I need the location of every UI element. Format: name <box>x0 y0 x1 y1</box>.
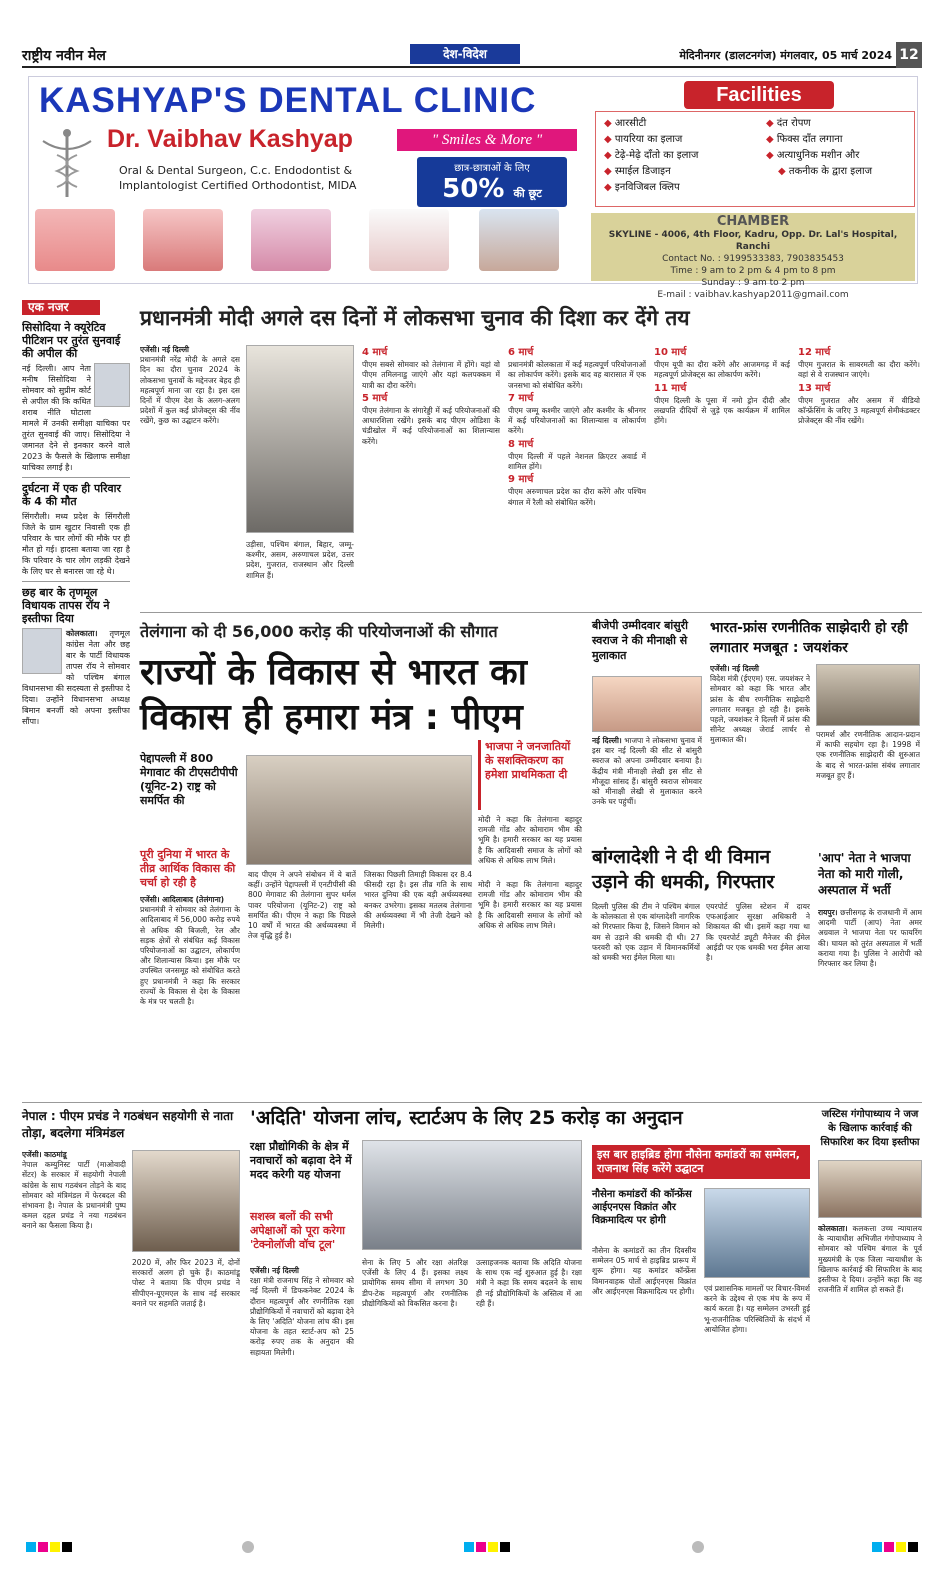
story7-body: नेपाल कम्युनिस्ट पार्टी (माओवादी सेंटर) के सरकार में सहयोगी नेपाली कांग्रेस के साथ गठबंधन तोड़ने के बाद सोमवार को मंत्रिमंडल में फेरबदल की संभावना है। नेपाल के प्रधानमंत्री पुष्प कमल दहल प्रचंड ने नया गठबंधन बनाने का फैसला किया है। <box>22 1160 126 1231</box>
chamber-info <box>591 213 915 300</box>
story4-headline: भारत-फ्रांस रणनीतिक साझेदारी हो रही लगातार मजबूत : जयशंकर <box>710 620 908 656</box>
story7-headline: नेपाल : पीएम प्रचंड ने गठबंधन सहयोगी से नाता तोड़ा, बदलेगा मंत्रिमंडल <box>22 1109 234 1140</box>
story8-col3: उत्साहजनक बताया कि अदिति योजना के साथ एक नई शुरुआत हुई है। रक्षा मंत्री ने कहा कि समय बदलने के साथ ही नई प्रौद्योगिकियों के अस्तित्व में आ रही हैं। <box>476 1258 582 1308</box>
date-text: पीएम दिल्ली में पहले नेशनल क्रिएटर अवार्ड में शामिल होंगे। <box>508 451 646 472</box>
gangopadhyay-photo <box>818 1160 922 1218</box>
doctor-credentials <box>119 163 356 193</box>
prachanda-photo <box>132 1150 240 1252</box>
registration-swatch <box>26 1542 36 1552</box>
story2-col1 <box>140 895 240 1095</box>
registration-swatch <box>884 1542 894 1552</box>
dental-clinic-ad <box>28 76 918 300</box>
dental-photo <box>143 209 223 271</box>
date-text: पीएम अरुणाचल प्रदेश का दौरा करेंगे और पश्चिम बंगाल में रैली को संबोधित करेंगे। <box>508 487 646 507</box>
registration-swatch <box>50 1542 60 1552</box>
story3-dateline: नई दिल्ली। <box>592 736 622 745</box>
sidebar-body: नई दिल्ली। आप नेता मनीष सिसोदिया ने सोमवार को सुप्रीम कोर्ट से अपील की कि कथित शराब नीति घोटाला मामले में उनकी समीक्षा याचिका पर तुरंत सुनवाई की जाए। सिसोदिया ने जमानत देने से इनकार करने वाले 2023 के फैसले के खिलाफ समीक्षा याचिका लगाई है। <box>22 364 130 472</box>
ad-title: KASHYAP'S DENTAL CLINIC <box>39 81 537 120</box>
story2-subhead: पेद्दापल्ली में 800 मेगावाट की टीएसटीपीपी (यूनिट-2) राष्ट्र को समर्पित की <box>140 752 238 807</box>
story8-body: रक्षा मंत्री राजनाथ सिंह ने सोमवार को नई दिल्ली में डिफकनेक्ट 2024 के दौरान महत्वपूर्ण और रणनीतिक रक्षा प्रौद्योगिकियों में नवाचारों को बढ़ावा देने के लिए 'अदिति' योजना लांच की। इस योजना के तहत स्टार्ट-अप को 25 करोड़ रुपए तक के अनुदान की सहायता मिलेगी। <box>250 1276 354 1357</box>
story4-col2: परामर्श और रणनीतिक आदान-प्रदान में काफी सहयोग रहा है। 1998 में एक रणनीतिक साझेदारी की शुरुआत के बाद से भारत-फ्रांस संबंध लगातार मजबूत हुए हैं। <box>816 730 920 780</box>
story2-quote-body-2: मोदी ने कहा कि तेलंगाना बहादुर रामजी गोंड और कोमाराम भीम की भूमि है। हमारी सरकार का यह प्रयास है कि आदिवासी समाज के लोगों को अधिक से अधिक लाभ मिले। <box>478 880 582 930</box>
sisodia-photo <box>94 363 130 407</box>
date-heading: 4 मार्च <box>362 347 388 358</box>
facility-item: ◆ टेढ़े-मेढ़े दाँतो का इलाज <box>604 148 698 164</box>
chamber-contact: Contact No. : 9199533383, 7903835453 <box>662 254 844 264</box>
story2-subhead: पूरी दुनिया में भारत के तीव्र आर्थिक विकास की चर्चा हो रही है <box>140 848 236 889</box>
section-label: देश-विदेश <box>410 44 520 64</box>
story9-col2: एवं प्रशासनिक मामलों पर विचार-विमर्श करने के उद्देश्य से एक मंच के रूप में कार्य करता है। यह सम्मेलन उभरती हुई भू-राजनीतिक परिस्थितियों के संदर्भ में आयोजित होगा। <box>704 1284 810 1334</box>
story5-col2: एयरपोर्ट पुलिस स्टेशन में दायर एफआईआर सुरक्षा अधिकारी ने शिकायत की थी। इसमें कहा गया था कि एयरपोर्ट ड्यूटी मैनेजर की ईमेल आईडी पर एक धमकी भरा ईमेल आया है। <box>706 902 810 963</box>
story8-dateline: एजेंसी। नई दिल्ली <box>250 1266 299 1275</box>
registration-swatch <box>476 1542 486 1552</box>
story8-sub2: सशस्त्र बलों की सभी अपेक्षाओं को पूरा करेगा 'टेक्नोलॉजी वॉच टूल' <box>250 1210 346 1251</box>
registration-swatch <box>464 1542 474 1552</box>
date-text: पीएम यूपी का दौरा करेंगे और आजमगढ़ में कई महत्वपूर्ण प्रोजेक्ट्स का लोकार्पण करेंगे। <box>654 360 790 380</box>
facility-item: ◆ आरसीटी <box>604 116 698 132</box>
facility-item: ◆ अत्याधुनिक मशीन और <box>766 148 872 164</box>
date-text: पीएम गुजरात और असम में वीडियो कॉन्फ्रेंसिंग के जरिए 3 महत्वपूर्ण सेमीकंडक्टर प्रोजेक्ट्स की नींव रखेंगे। <box>798 395 920 426</box>
date-text: पीएम जम्मू कश्मीर जाएंगे और कश्मीर के श्रीनगर में कई परियोजनाओं का शिलान्यास व लोकार्पण करेंगे। <box>508 406 646 436</box>
offer-percentage <box>417 174 567 209</box>
story1-dateline: एजेंसी। नई दिल्ली <box>140 345 189 354</box>
date-text: प्रधानमंत्री कोलकाता में कई महत्वपूर्ण परियोजनाओं का लोकार्पण करेंगे। इसके बाद वह बारासात में एक जनसभा को संबोधित करेंगे। <box>508 360 646 390</box>
story8-sub1: रक्षा प्रौद्योगिकी के क्षेत्र में नवाचारों को बढ़ावा देने में मदद करेगी यह योजना <box>250 1140 354 1182</box>
registration-swatch <box>62 1542 72 1552</box>
story7-col2: 2020 में, और फिर 2023 में, दोनों सरकारों अलग हो चुके हैं। काठमांडू पोस्ट ने बताया कि पीएम प्रचंड ने सीपीएन-यूएमएल के साथ नई सरकार बनाने पर सहमति जताई है। <box>132 1258 240 1308</box>
chamber-time: Time : 9 am to 2 pm & 4 pm to 8 pm <box>670 266 836 276</box>
story1-headline: प्रधानमंत्री मोदी अगले दस दिनों में लोकसभा चुनाव की दिशा कर देंगे तय <box>140 306 690 330</box>
page-number: 12 <box>896 42 922 68</box>
registration-swatch <box>896 1542 906 1552</box>
divider <box>22 1102 922 1103</box>
date-heading: 8 मार्च <box>508 438 534 450</box>
story10-headline: जस्टिस गंगोपाध्याय ने जज के खिलाफ कार्रवाई की सिफारिश कर दिया इस्तीफा <box>820 1109 920 1148</box>
story1-lead <box>140 345 240 605</box>
divider <box>22 477 130 478</box>
story6-headline: 'आप' नेता ने भाजपा नेता को मारी गोली, अस्पताल में भर्ती <box>818 851 911 897</box>
date-heading: 6 मार्च <box>508 347 534 358</box>
chamber-email: E-mail : vaibhav.kashyap2011@gmail.com <box>657 290 849 300</box>
story2-quote-body: मोदी ने कहा कि तेलंगाना बहादुर रामजी गोंड और कोमाराम भीम की भूमि है। हमारी सरकार का यह प्रयास है कि आदिवासी समाज के लोगों को अधिक से अधिक लाभ मिले। <box>478 815 582 865</box>
caduceus-icon <box>39 127 95 199</box>
story4-dateline: एजेंसी। नई दिल्ली <box>710 664 759 673</box>
story10-dateline: कोलकाता। <box>818 1224 848 1233</box>
story1-lead-text: प्रधानमंत्री नरेंद्र मोदी के अगले दस दिन का दौरा चुनाव 2024 के लोकसभा चुनावों के मद्देनजर बेहद ही महत्वपूर्ण माना जा रहा है। इस दस दिनों में पीएम देश के अलग-अलग प्रदेशों में कुल कई प्रोजेक्ट्स की नींव रखेंगे, कुछ का उद्घाटन करेंगे। <box>140 355 240 426</box>
registration-swatch <box>908 1542 918 1552</box>
story3-headline: बीजेपी उम्मीदवार बांसुरी स्वराज ने की मीनाक्षी से मुलाकात <box>592 619 689 662</box>
dental-photo <box>369 209 449 271</box>
navy-ship-photo <box>704 1188 810 1278</box>
story1-col3 <box>508 345 646 607</box>
registration-swatch <box>488 1542 498 1552</box>
story10-body-text: कलकत्ता उच्च न्यायालय के न्यायाधीश अभिजीत गंगोपाध्याय ने सोमवार को पश्चिम बंगाल के पूर्व मुख्यमंत्री के एक जिला न्यायाधीश के खिलाफ कार्रवाई की सिफारिश के बाद इस्तीफा दे दिया। उन्होंने कहा कि वह राजनीति में शामिल हो सकते हैं। <box>818 1224 922 1295</box>
registration-dot <box>692 1541 704 1553</box>
story7-col1 <box>22 1150 126 1530</box>
story5-col1: दिल्ली पुलिस की टीम ने पश्चिम बंगाल के कोलकाता से एक बांग्लादेशी नागरिक को गिरफ्तार किया है, जिसने विमान को बम से उड़ाने की धमकी दी थी। 27 फरवरी को एक उड़ान में विमानकर्मियों को धमकी भरा ईमेल मिला था। <box>592 902 700 963</box>
smiles-tagline: " Smiles & More " <box>397 129 577 151</box>
story1-col5 <box>798 345 920 607</box>
facilities-list <box>595 111 915 207</box>
date-heading: 7 मार्च <box>508 392 534 404</box>
story6-body <box>818 908 922 1098</box>
facility-item: ◆ पायरिया का इलाज <box>604 132 698 148</box>
story5-headline: बांग्लादेशी ने दी थी विमान उड़ाने की धमकी, गिरफ्तार <box>592 846 775 893</box>
telangana-event-photo <box>246 755 472 865</box>
offer-suffix: की छूट <box>513 187 542 200</box>
headline-line: राज्यों के विकास से भारत का <box>140 652 527 693</box>
jaishankar-photo <box>816 664 920 726</box>
sidebar-headline: दुर्घटना में एक ही परिवार के 4 की मौत <box>22 482 122 508</box>
story8-headline: 'अदिति' योजना लांच, स्टार्टअप के लिए 25 करोड़ का अनुदान <box>250 1107 683 1129</box>
story9-col1: नौसेना के कमांडरों का तीन दिवसीय सम्मेलन 05 मार्च से हाइब्रिड प्रारूप में शुरू होगा। यह कमांडर कॉन्फ्रेंस विमानवाहक पोतों आईएनएस विक्रांत और आईएनएस विक्रमादित्य पर होगी। <box>592 1246 696 1296</box>
story2-col4 <box>478 880 582 1095</box>
divider <box>22 581 130 582</box>
registration-swatch <box>872 1542 882 1552</box>
sidebar-headline: सिसोदिया ने क्यूरेटिव पीटिशन पर तुरंत सुनवाई की अपील की <box>22 321 121 360</box>
story4-col1 <box>710 664 810 836</box>
story3-body-text: भाजपा ने लोकसभा चुनाव में इस बार नई दिल्ली की सीट से बांसुरी स्वराज को अपना उम्मीदवार बनाया है। केंद्रीय मंत्री मीनाक्षी लेखी इस सीट से मौजूदा सांसद हैं। बांसुरी स्वराज सोमवार को मीनाक्षी लेखी से मुलाकात करने उनके घर पहुंचीं। <box>592 736 702 807</box>
modi-photo <box>246 345 354 533</box>
quote-headline: भाजपा ने जनजातियों के सशक्तिकरण का हमेशा प्राथमिकता दी <box>485 740 571 781</box>
story10-body <box>818 1224 922 1530</box>
credentials-line: Implantologist Certified Orthodontist, MIDA <box>119 179 357 192</box>
chamber-sunday: Sunday : 9 am to 2 pm <box>701 278 805 288</box>
story2-col2: बाद पीएम ने अपने संबोधन में ये बातें कहीं। उन्होंने पेद्दापल्ली में एनटीपीसी की 800 मेगावाट की तेलंगाना सुपर थर्मल पावर परियोजना (यूनिट-2) राष्ट्र को समर्पित की। पीएम ने कहा कि पिछले 10 वर्षों में भारत की अर्थव्यवस्था में तेज वृद्धि हुई है। <box>248 870 356 941</box>
date-text: पीएम तेलंगाना के संगारेड्डी में कई परियोजनाओं की आधारशिला रखेंगे। इसके बाद पीएम ओडिशा के चंडीखोल में कई परियोजनाओं का शिलान्यास करेंगे। <box>362 406 500 446</box>
sidebar-place: कोलकाता। <box>66 629 98 638</box>
story8-col1 <box>250 1266 354 1530</box>
date-heading: 10 मार्च <box>654 347 687 358</box>
dental-photo <box>479 209 559 271</box>
sidebar-body: सिंगरौली। मध्य प्रदेश के सिंगरौली जिले के ग्राम खुटार निवासी एक ही परिवार के चार लोगों की मौके पर ही मौत हो गई। हादसा बताया जा रहा है कि परिवार के चार लोग लड़की देखने के लिए घर से बनारस जा रहे थे। <box>22 512 130 576</box>
sidebar-headline: छह बार के तृणमूल विधायक तापस रॉय ने इस्तीफा दिया <box>22 586 110 625</box>
sidebar-ek-nazar <box>22 300 130 1090</box>
facility-item: ◆ फिक्स दाँत लगाना <box>766 132 872 148</box>
ek-nazar-tag: एक नजर <box>22 300 100 315</box>
registration-swatch <box>38 1542 48 1552</box>
story1-col2 <box>362 345 500 607</box>
story3-body <box>592 736 702 836</box>
offer-pct: 50% <box>442 174 505 204</box>
doctor-name: Dr. Vaibhav Kashyap <box>107 125 353 153</box>
story7-dateline: एजेंसी। काठमांडू <box>22 1150 67 1159</box>
headline-line: विकास ही हमारा मंत्र : पीएम <box>140 697 523 738</box>
date-text: पीएम दिल्ली के पूसा में नमो ड्रोन दीदी और लखपति दीदियों से जुड़े एक कार्यक्रम में शामिल होंगे। <box>654 395 790 426</box>
story2-col3: जिसका पिछली तिमाही विकास दर 8.4 फीसदी रहा है। इस तीव्र गति के साथ भारत दुनिया की एक बड़ी अर्थव्यवस्था बनकर उभरेगा। इसका मतलब तेलंगाना की अर्थव्यवस्था में भी तेजी देखने को मिलेगी। <box>364 870 472 931</box>
masthead <box>22 42 922 68</box>
story9-box-headline: इस बार हाइब्रिड होगा नौसेना कमांडरों का सम्मेलन, राजनाथ सिंह करेंगे उद्घाटन <box>592 1145 810 1179</box>
story4-body: विदेश मंत्री (ईएएम) एस. जयशंकर ने सोमवार को कहा कि भारत और फ्रांस के बीच रणनीतिक साझेदारी लगातार मजबूत हो रही है। इसके पहले, जयशंकर ने दिल्ली में फ्रांस की सीनेट अध्यक्ष जेरार्ड लार्चर से मुलाकात की। <box>710 674 810 745</box>
credentials-line: Oral & Dental Surgeon, C.c. Endodontist & <box>119 164 353 177</box>
date-heading: 11 मार्च <box>654 382 687 394</box>
story6-dateline: रायपुर। <box>818 908 838 917</box>
bansuri-photo <box>592 676 702 732</box>
tapas-roy-photo <box>22 628 62 674</box>
story2-dateline: एजेंसी। आदिलाबाद (तेलंगाना) <box>140 895 225 904</box>
date-heading: 13 मार्च <box>798 382 831 394</box>
facility-item: ◆ इनविजिबल क्लिप <box>604 180 698 196</box>
date-heading: 5 मार्च <box>362 392 388 404</box>
story2-kicker: तेलंगाना को दी 56,000 करोड़ की परियोजनाओं की सौगात <box>140 622 498 641</box>
story2-headline <box>140 650 527 740</box>
facilities-title: Facilities <box>684 81 834 109</box>
facility-item: ◆ दंत रोपण <box>766 116 872 132</box>
dental-photo <box>35 209 115 271</box>
registration-dot <box>242 1541 254 1553</box>
offer-text: छात्र-छात्राओं के लिए <box>454 163 530 174</box>
chamber-title: CHAMBER <box>716 214 790 229</box>
aditi-launch-photo <box>362 1140 582 1250</box>
dateline: मेदिनीनगर (डालटनगंज) मंगलवार, 05 मार्च 2024 <box>679 49 892 62</box>
story9-subhead: नौसेना कमांडरों की कॉन्फ्रेंस आईएनएस विक्रांत और विक्रमादित्य पर होगी <box>592 1189 692 1226</box>
paper-name: राष्ट्रीय नवीन मेल <box>22 48 106 64</box>
registration-swatch <box>500 1542 510 1552</box>
date-text: पीएम गुजरात के साबरमती का दौरा करेंगे। वहां से वे राजस्थान जाएंगे। <box>798 360 920 380</box>
date-heading: 12 मार्च <box>798 347 831 358</box>
story1-col4 <box>654 345 790 607</box>
student-offer <box>417 157 567 207</box>
date-heading: 9 मार्च <box>508 474 534 486</box>
story6-body-text: छत्तीसगढ़ के राजधानी में आम आदमी पार्टी (आप) नेता अमर अग्रवाल ने भाजपा नेता पर फायरिंग की। घायल को तुरंत अस्पताल में भर्ती कराया गया है। पुलिस ने आरोपी को गिरफ्तार कर लिया है। <box>818 908 922 969</box>
print-registration-bar <box>22 1538 922 1556</box>
dental-photo <box>251 209 331 271</box>
tribal-quote-box <box>478 740 582 810</box>
story1-photo-caption: उड़ीसा, पश्चिम बंगाल, बिहार, जम्मू-कश्मीर, असम, अरुणाचल प्रदेश, उत्तर प्रदेश, गुजरात, राजस्थान और दिल्ली शामिल हैं। <box>246 540 354 580</box>
story8-col2: सेना के लिए 5 और रक्षा अंतरिक्ष एजेंसी के लिए 4 हैं। इसका लक्ष्य प्रायोगिक समय सीमा में लगभग 30 डीप-टेक महत्वपूर्ण और रणनीतिक प्रौद्योगिकियों को विकसित करना है। <box>362 1258 468 1308</box>
chamber-address: SKYLINE - 4006, 4th Floor, Kadru, Opp. Dr. Lal's Hospital, Ranchi <box>608 230 898 252</box>
divider <box>140 612 922 613</box>
facility-item: ◆ स्माईल डिजाइन <box>604 164 698 180</box>
story2-body: प्रधानमंत्री ने सोमवार को तेलंगाना के आदिलाबाद में 56,000 करोड़ रुपये से अधिक की बिजली, रेल और सड़क क्षेत्रों से संबंधित कई विकास परियोजनाओं का उद्घाटन, लोकार्पण और शिलान्यास किया। इस मौके पर उपस्थित जनसमूह को संबोधित करते हुए प्रधानमंत्री ने कहा कि सरकार राज्यों के विकास से देश के विकास के मंत्र पर चलती है। <box>140 905 240 1007</box>
date-text: पीएम सबसे सोमवार को तेलंगाना में होंगे। यहां वो पीएम तमिलनाडु जाएंगे और यहां कलपक्कम में यात्री का दौरा करेंगे। <box>362 360 500 390</box>
facility-item: ◆ तकनीक के द्वारा इलाज <box>766 164 872 180</box>
sidebar-body-text: तृणमूल कांग्रेस नेता और छह बार के पार्टी विधायक तापस रॉय ने सोमवार को पश्चिम बंगाल विधानसभा की सदस्यता से इस्तीफा दे दिया। उन्होंने विधानसभा अध्यक्ष बिमान बनर्जी को अपना इस्तीफा सौंपा। <box>22 629 130 726</box>
